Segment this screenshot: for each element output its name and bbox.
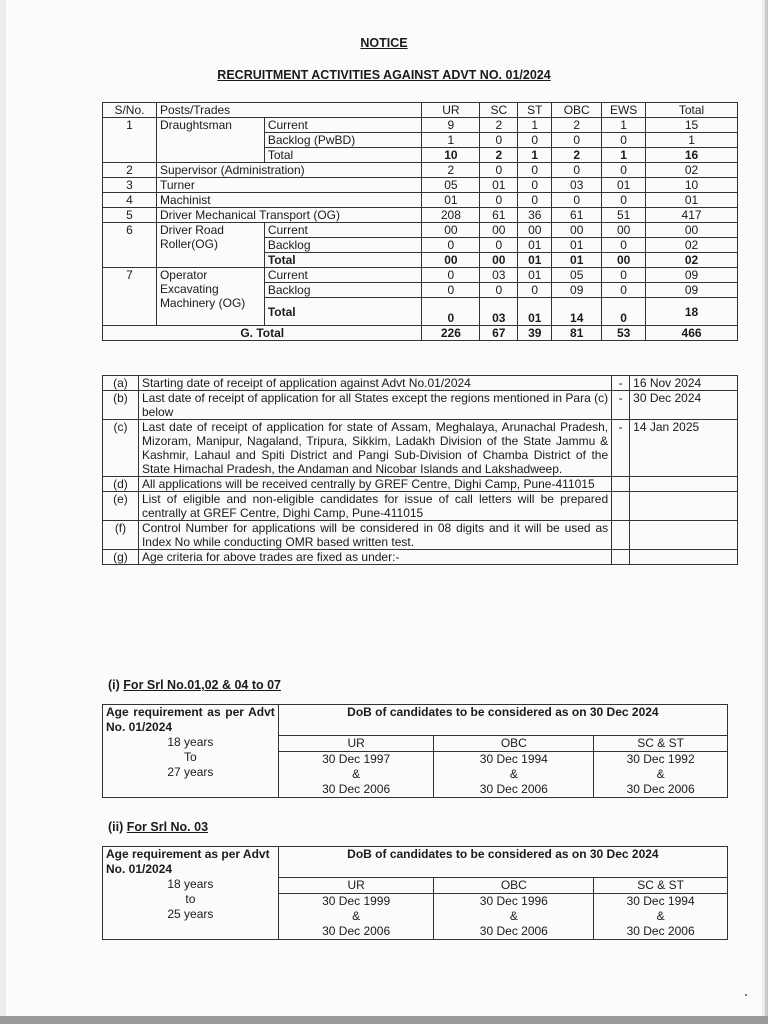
cell-st: 0	[518, 178, 552, 193]
row-sublabel: Total	[264, 148, 422, 163]
dob-from: 30 Dec 1999	[322, 893, 391, 908]
age-min: 18 years	[167, 735, 214, 749]
vacancy-table	[102, 102, 738, 341]
row-post: Machinist	[156, 193, 422, 208]
dob-from: 30 Dec 1997	[322, 751, 391, 766]
category-obc: OBC	[434, 877, 594, 893]
schedule-date: 14 Jan 2025	[630, 420, 738, 477]
age-req-label: Age requirement as per Advt No. 01/2024	[103, 705, 279, 736]
grand-total-label: G. Total	[103, 326, 422, 341]
cell-obc: 09	[552, 283, 602, 298]
notice-title: NOTICE	[360, 36, 408, 50]
cell-ur: 9	[422, 118, 480, 133]
cell-ur: 1	[422, 133, 480, 148]
schedule-key: (g)	[103, 550, 139, 565]
header-sno: S/No.	[103, 103, 157, 118]
cell-sc: 2	[480, 148, 518, 163]
cell-total: 15	[646, 118, 738, 133]
header-ur: UR	[422, 103, 480, 118]
dob-joiner: &	[656, 766, 665, 781]
schedule-row	[103, 376, 738, 391]
dob-ur	[278, 751, 434, 797]
cell-ur: 00	[422, 253, 480, 268]
header-posts: Posts/Trades	[156, 103, 422, 118]
dob-joiner: &	[509, 908, 518, 923]
cell-ews: 0	[602, 283, 646, 298]
row-sublabel: Current	[264, 268, 422, 283]
table-row	[103, 208, 738, 223]
category-sc-st: SC & ST	[594, 877, 728, 893]
row-sno: 1	[103, 118, 157, 163]
schedule-date: 30 Dec 2024	[630, 391, 738, 420]
cell-st: 39	[518, 326, 552, 341]
cell-ews: 0	[602, 238, 646, 253]
age-section-1-prefix: (i)	[108, 678, 120, 692]
schedule-date	[630, 477, 738, 492]
cell-obc: 00	[552, 223, 602, 238]
age-section-1-heading	[108, 678, 281, 692]
row-post: Draughtsman	[156, 118, 264, 163]
cell-sc: 0	[480, 238, 518, 253]
row-sublabel: Backlog	[264, 283, 422, 298]
row-sno: 5	[103, 208, 157, 223]
row-post: Driver Mechanical Transport (OG)	[156, 208, 422, 223]
header-ews: EWS	[602, 103, 646, 118]
dob-from: 30 Dec 1994	[479, 751, 548, 766]
row-sublabel: Current	[264, 118, 422, 133]
cell-sc: 0	[480, 283, 518, 298]
schedule-table	[102, 375, 738, 565]
cell-total: 18	[646, 298, 738, 326]
cell-ur: 208	[422, 208, 480, 223]
cell-total: 1	[646, 133, 738, 148]
row-sublabel: Total	[264, 253, 422, 268]
row-sno: 6	[103, 223, 157, 268]
cell-total: 01	[646, 193, 738, 208]
cell-obc: 81	[552, 326, 602, 341]
age-range-cell	[103, 877, 279, 939]
cell-total: 16	[646, 148, 738, 163]
cell-ur: 2	[422, 163, 480, 178]
header-total: Total	[646, 103, 738, 118]
grand-total-row	[103, 326, 738, 341]
cell-ews: 53	[602, 326, 646, 341]
dob-joiner: &	[656, 908, 665, 923]
cell-sc: 03	[480, 298, 518, 326]
schedule-key: (e)	[103, 492, 139, 521]
cell-sc: 0	[480, 133, 518, 148]
cell-sc: 2	[480, 118, 518, 133]
dob-from: 30 Dec 1994	[626, 893, 695, 908]
age-min: 18 years	[167, 877, 214, 891]
schedule-dash	[612, 550, 630, 565]
dob-to: 30 Dec 2006	[479, 781, 548, 796]
schedule-key: (a)	[103, 376, 139, 391]
cell-ews: 0	[602, 133, 646, 148]
cell-ews: 0	[602, 298, 646, 326]
age-header-row	[103, 847, 728, 878]
cell-sc: 03	[480, 268, 518, 283]
scan-bottom-edge	[0, 1016, 768, 1024]
cell-obc: 01	[552, 253, 602, 268]
schedule-date: 16 Nov 2024	[630, 376, 738, 391]
cell-obc: 01	[552, 238, 602, 253]
category-ur: UR	[278, 877, 434, 893]
dob-to: 30 Dec 2006	[322, 923, 391, 938]
table-row	[103, 193, 738, 208]
age-max: 25 years	[167, 907, 214, 921]
cell-st: 1	[518, 118, 552, 133]
row-sublabel: Backlog	[264, 238, 422, 253]
cell-total: 02	[646, 253, 738, 268]
cell-sc: 01	[480, 178, 518, 193]
row-post: Driver Road Roller(OG)	[156, 223, 264, 268]
age-range-joiner: To	[184, 750, 197, 764]
dob-from: 30 Dec 1996	[479, 893, 548, 908]
cell-st: 01	[518, 268, 552, 283]
dob-joiner: &	[509, 766, 518, 781]
notice-subtitle: RECRUITMENT ACTIVITIES AGAINST ADVT NO. 01/2024	[217, 68, 551, 82]
dob-obc	[434, 751, 594, 797]
cell-sc: 0	[480, 163, 518, 178]
schedule-dash	[612, 521, 630, 550]
schedule-date	[630, 521, 738, 550]
dob-from: 30 Dec 1992	[626, 751, 695, 766]
dob-joiner: &	[352, 908, 361, 923]
cell-sc: 61	[480, 208, 518, 223]
age-section-2-title: For Srl No. 03	[126, 820, 209, 834]
schedule-text: List of eligible and non-eligible candidates for issue of call letters will be prepared centrally at GREF Centre, Dighi Camp, Pune-411015	[138, 492, 611, 521]
row-sno: 3	[103, 178, 157, 193]
header-obc: OBC	[552, 103, 602, 118]
cell-total: 02	[646, 163, 738, 178]
cell-ur: 0	[422, 268, 480, 283]
schedule-text: All applications will be received centrally by GREF Centre, Dighi Camp, Pune-411015	[138, 477, 611, 492]
schedule-row	[103, 420, 738, 477]
row-sno: 7	[103, 268, 157, 326]
schedule-key: (b)	[103, 391, 139, 420]
dob-label: DoB of candidates to be considered as on 30 Dec 2024	[278, 705, 727, 736]
cell-sc: 00	[480, 253, 518, 268]
cell-ur: 0	[422, 283, 480, 298]
cell-ews: 51	[602, 208, 646, 223]
table-row	[103, 163, 738, 178]
schedule-date	[630, 550, 738, 565]
row-sublabel: Total	[264, 298, 422, 326]
schedule-text: Last date of receipt of application for all States except the regions mentioned in Para (c) below	[138, 391, 611, 420]
cell-total: 09	[646, 268, 738, 283]
dob-ur	[278, 893, 434, 939]
schedule-row	[103, 550, 738, 565]
cell-ur: 0	[422, 298, 480, 326]
schedule-key: (f)	[103, 521, 139, 550]
cell-ur: 01	[422, 193, 480, 208]
age-category-row	[103, 735, 728, 751]
cell-ur: 0	[422, 238, 480, 253]
age-section-2-heading	[108, 820, 208, 834]
cell-obc: 2	[552, 118, 602, 133]
schedule-text: Last date of receipt of application for state of Assam, Meghalaya, Arunachal Pradesh, Mizoram, Manipur, Nagaland, Tripura, Sikkim, Ladakh Division of the State Jammu & Kashmir, Lahaul and Spiti District and Pangi Sub-Division of Chamba District of the State Himachal Pradesh, the Andaman and Nicobar Islands and Lakshadweep.	[138, 420, 611, 477]
schedule-date	[630, 492, 738, 521]
cell-st: 01	[518, 253, 552, 268]
cell-sc: 00	[480, 223, 518, 238]
cell-obc: 2	[552, 148, 602, 163]
cell-total: 00	[646, 223, 738, 238]
schedule-row	[103, 492, 738, 521]
category-sc-st: SC & ST	[594, 735, 728, 751]
cell-obc: 0	[552, 193, 602, 208]
scan-speck	[745, 994, 747, 996]
cell-obc: 05	[552, 268, 602, 283]
schedule-dash: -	[612, 420, 630, 477]
cell-st: 0	[518, 283, 552, 298]
age-header-row	[103, 705, 728, 736]
cell-obc: 03	[552, 178, 602, 193]
cell-ews: 1	[602, 148, 646, 163]
dob-to: 30 Dec 2006	[479, 923, 548, 938]
row-post: Operator Excavating Machinery (OG)	[156, 268, 264, 326]
cell-total: 10	[646, 178, 738, 193]
table-row	[103, 223, 738, 238]
schedule-key: (d)	[103, 477, 139, 492]
dob-to: 30 Dec 2006	[626, 781, 695, 796]
cell-ews: 01	[602, 178, 646, 193]
schedule-key: (c)	[103, 420, 139, 477]
age-table-1	[102, 704, 728, 798]
table-row	[103, 178, 738, 193]
cell-st: 0	[518, 163, 552, 178]
cell-st: 0	[518, 193, 552, 208]
age-req-label: Age requirement as per Advt No. 01/2024	[103, 847, 279, 878]
age-range-joiner: to	[185, 892, 196, 906]
cell-ur: 00	[422, 223, 480, 238]
category-ur: UR	[278, 735, 434, 751]
age-category-row	[103, 877, 728, 893]
table-header-row	[103, 103, 738, 118]
age-section-1-title: For Srl No.01,02 & 04 to 07	[123, 678, 281, 692]
dob-sc-st	[594, 893, 728, 939]
cell-st: 0	[518, 133, 552, 148]
cell-ews: 00	[602, 223, 646, 238]
cell-st: 01	[518, 238, 552, 253]
header-sc: SC	[480, 103, 518, 118]
age-range-cell	[103, 735, 279, 797]
row-post: Turner	[156, 178, 422, 193]
header-st: ST	[518, 103, 552, 118]
row-sno: 2	[103, 163, 157, 178]
cell-obc: 14	[552, 298, 602, 326]
dob-joiner: &	[352, 766, 361, 781]
dob-sc-st	[594, 751, 728, 797]
cell-total: 02	[646, 238, 738, 253]
age-max: 27 years	[167, 765, 214, 779]
schedule-dash: -	[612, 376, 630, 391]
schedule-dash	[612, 492, 630, 521]
schedule-text: Starting date of receipt of application against Advt No.01/2024	[138, 376, 611, 391]
schedule-row	[103, 477, 738, 492]
table-row	[103, 268, 738, 283]
cell-obc: 0	[552, 133, 602, 148]
schedule-row	[103, 391, 738, 420]
cell-ur: 05	[422, 178, 480, 193]
row-sublabel: Backlog (PwBD)	[264, 133, 422, 148]
schedule-row	[103, 521, 738, 550]
cell-ur: 226	[422, 326, 480, 341]
cell-st: 36	[518, 208, 552, 223]
row-post: Supervisor (Administration)	[156, 163, 422, 178]
age-section-2-prefix: (ii)	[108, 820, 124, 834]
cell-obc: 0	[552, 163, 602, 178]
cell-ur: 10	[422, 148, 480, 163]
dob-to: 30 Dec 2006	[626, 923, 695, 938]
cell-total: 417	[646, 208, 738, 223]
age-table-2	[102, 846, 728, 940]
cell-st: 01	[518, 298, 552, 326]
cell-sc: 67	[480, 326, 518, 341]
schedule-text: Age criteria for above trades are fixed as under:-	[138, 550, 611, 565]
schedule-dash	[612, 477, 630, 492]
cell-sc: 0	[480, 193, 518, 208]
dob-label: DoB of candidates to be considered as on 30 Dec 2024	[278, 847, 727, 878]
cell-ews: 00	[602, 253, 646, 268]
cell-st: 00	[518, 223, 552, 238]
cell-ews: 0	[602, 193, 646, 208]
cell-st: 1	[518, 148, 552, 163]
cell-ews: 1	[602, 118, 646, 133]
cell-ews: 0	[602, 163, 646, 178]
schedule-dash: -	[612, 391, 630, 420]
row-sno: 4	[103, 193, 157, 208]
table-row	[103, 118, 738, 133]
category-obc: OBC	[434, 735, 594, 751]
cell-ews: 0	[602, 268, 646, 283]
row-sublabel: Current	[264, 223, 422, 238]
cell-total: 466	[646, 326, 738, 341]
cell-obc: 61	[552, 208, 602, 223]
schedule-text: Control Number for applications will be considered in 08 digits and it will be used as Index No while conducting OMR based written test.	[138, 521, 611, 550]
cell-total: 09	[646, 283, 738, 298]
dob-to: 30 Dec 2006	[322, 781, 391, 796]
dob-obc	[434, 893, 594, 939]
